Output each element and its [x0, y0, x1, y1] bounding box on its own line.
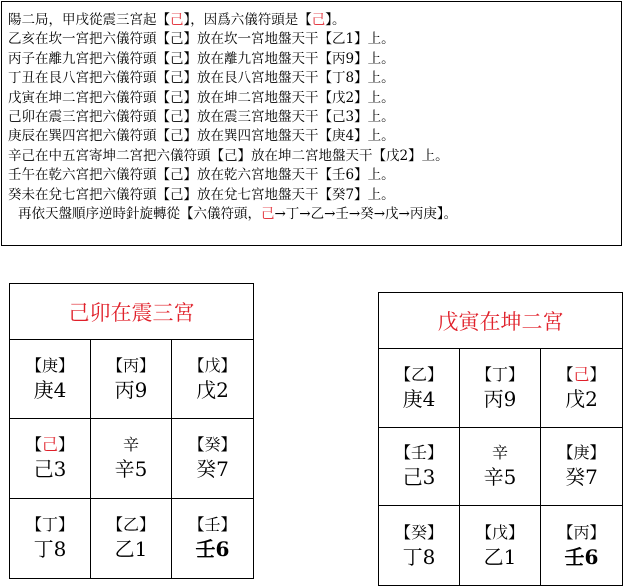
highlight-text: 己 — [311, 12, 326, 28]
palace-cell — [172, 499, 253, 578]
bracket-close: 】 — [427, 522, 444, 542]
bracket-open: 【 — [106, 356, 123, 376]
stem-value: 己 — [41, 435, 58, 455]
highlight-text: 己 — [261, 206, 275, 223]
palace-cell — [379, 349, 460, 428]
nine-palace-chart-zhen — [9, 283, 254, 579]
stem-value: 丁 — [491, 364, 508, 384]
stem-value: 癸 — [410, 522, 427, 542]
palace-cell — [541, 506, 622, 585]
palace-cell — [460, 349, 541, 428]
stem-value: 壬 — [204, 515, 221, 535]
bracket-open: 【 — [394, 364, 411, 384]
heaven-plate-stem — [188, 434, 236, 456]
palace-cell — [10, 419, 91, 498]
text-line: 庚辰在巽四宮把六儀符頭【己】放在巽四宮地盤天干【庚4】上。 — [8, 128, 395, 145]
palace-cell — [460, 506, 541, 585]
heaven-plate-stem — [476, 364, 524, 386]
bracket-open: 【 — [557, 443, 574, 463]
stem-value: 壬 — [410, 443, 427, 463]
bracket-close: 】 — [220, 435, 237, 455]
stem-value: 庚 — [41, 356, 58, 376]
bracket-open: 【 — [394, 443, 411, 463]
bracket-open: 【 — [25, 356, 42, 376]
heaven-plate-stem — [557, 364, 605, 386]
heaven-plate-stem — [26, 434, 74, 456]
earth-plate-stem: 庚4 — [402, 386, 436, 411]
palace-cell — [460, 428, 541, 507]
heaven-plate-stem — [557, 442, 605, 464]
heaven-plate-stem — [395, 364, 443, 386]
earth-plate-stem: 丙9 — [114, 378, 148, 403]
palace-cell — [91, 340, 172, 419]
palace-cell — [379, 506, 460, 585]
text-line: 己卯在震三宮把六儀符頭【己】放在震三宮地盤天干【己3】上。 — [8, 109, 395, 126]
text-line: 癸未在兌七宮把六儀符頭【己】放在兌七宮地盤天干【癸7】上。 — [8, 186, 395, 203]
heaven-plate-stem — [123, 434, 139, 456]
bracket-close: 】 — [139, 356, 156, 376]
stem-value: 戊 — [491, 522, 508, 542]
palace-cell — [91, 419, 172, 498]
earth-plate-stem: 戊2 — [565, 386, 598, 411]
earth-plate-stem: 辛5 — [483, 465, 517, 490]
heaven-plate-stem — [26, 355, 74, 377]
stem-value: 癸 — [204, 435, 221, 455]
stem-value: 己 — [573, 364, 590, 384]
earth-plate-stem: 乙1 — [483, 544, 517, 569]
heaven-plate-stem — [188, 355, 236, 377]
stem-value: 丙 — [122, 356, 139, 376]
text-line: 丙子在離九宮把六儀符頭【己】放在離九宮地盤天干【丙9】上。 — [8, 50, 395, 67]
stem-value: 辛 — [491, 443, 508, 463]
earth-plate-stem: 丙9 — [483, 386, 517, 411]
bracket-open: 【 — [188, 515, 205, 535]
palace-cell — [541, 428, 622, 507]
text-segment: 】，因爲六儀符頭是【 — [183, 12, 312, 28]
chart-title: 己卯在震三宮 — [10, 284, 253, 340]
heaven-plate-stem — [395, 522, 443, 544]
text-line: 戊寅在坤二宮把六儀符頭【己】放在坤二宮地盤天干【戊2】上。 — [8, 89, 395, 106]
earth-plate-stem: 己3 — [33, 457, 67, 482]
bracket-open: 【 — [25, 515, 42, 535]
palace-cell — [91, 499, 172, 578]
text-segment: 】。 — [325, 12, 346, 28]
earth-plate-stem: 壬6 — [195, 537, 230, 562]
heaven-plate-stem — [492, 442, 508, 464]
heaven-plate-stem — [107, 355, 155, 377]
bracket-close: 】 — [220, 356, 237, 376]
palace-cell — [172, 340, 253, 419]
bracket-open: 【 — [557, 364, 574, 384]
earth-plate-stem: 辛5 — [114, 457, 148, 482]
heaven-plate-stem — [557, 522, 605, 544]
text-line: 壬午在乾六宮把六儀符頭【己】放在乾六宮地盤天干【壬6】上。 — [8, 167, 395, 184]
text-segment: 陽二局，甲戌從震三宮起【 — [8, 12, 170, 28]
palace-cell — [10, 499, 91, 578]
bracket-close: 】 — [139, 515, 156, 535]
earth-plate-stem: 壬6 — [564, 544, 599, 569]
bracket-close: 】 — [220, 515, 237, 535]
palace-cell — [541, 349, 622, 428]
stem-value: 丙 — [573, 522, 590, 542]
heaven-plate-stem — [26, 514, 74, 536]
palace-cell — [10, 340, 91, 419]
explanation-text-box — [1, 1, 622, 246]
highlight-text: 己 — [170, 12, 184, 28]
bracket-open: 【 — [557, 522, 574, 542]
text-line: 辛己在中五宮寄坤二宮把六儀符頭【己】放在坤二宮地盤天干【戊2】上。 — [8, 147, 449, 164]
stem-value: 戊 — [204, 356, 221, 376]
earth-plate-stem: 庚4 — [33, 378, 67, 403]
text-segment: 再依天盤順序逆時針旋轉從【六儀符頭， — [18, 206, 261, 223]
bracket-close: 】 — [508, 522, 525, 542]
earth-plate-stem: 癸7 — [565, 465, 598, 490]
bracket-close: 】 — [589, 364, 606, 384]
heaven-plate-stem — [188, 514, 236, 536]
bracket-close: 】 — [427, 364, 444, 384]
stem-value: 乙 — [122, 515, 139, 535]
text-line: 丁丑在艮八宮把六儀符頭【己】放在艮八宮地盤天干【丁8】上。 — [8, 70, 395, 87]
stem-value: 乙 — [410, 364, 427, 384]
bracket-open: 【 — [188, 356, 205, 376]
earth-plate-stem: 乙1 — [114, 537, 148, 562]
palace-cell — [379, 428, 460, 507]
nine-palace-chart-kun — [378, 292, 623, 586]
heaven-plate-stem — [476, 522, 524, 544]
earth-plate-stem: 癸7 — [196, 457, 229, 482]
bracket-close: 】 — [427, 443, 444, 463]
bracket-open: 【 — [394, 522, 411, 542]
final-text-line — [8, 205, 615, 224]
palace-cell — [172, 419, 253, 498]
bracket-close: 】 — [589, 522, 606, 542]
heaven-plate-stem — [395, 442, 443, 464]
stem-value: 丁 — [41, 515, 58, 535]
text-segment: →丁→乙→壬→癸→戊→丙庚】。 — [274, 206, 458, 223]
palace-grid — [10, 340, 253, 578]
text-line: 乙亥在坎一宮把六儀符頭【己】放在坎一宮地盤天干【乙1】上。 — [8, 31, 395, 48]
bracket-open: 【 — [188, 435, 205, 455]
bracket-close: 】 — [589, 443, 606, 463]
bracket-close: 】 — [58, 515, 75, 535]
stem-value: 辛 — [122, 435, 139, 455]
earth-plate-stem: 丁8 — [33, 537, 67, 562]
bracket-close: 】 — [58, 356, 75, 376]
chart-title: 戊寅在坤二宮 — [379, 293, 622, 349]
palace-grid — [379, 349, 622, 585]
earth-plate-stem: 己3 — [402, 465, 436, 490]
text-line — [8, 11, 615, 30]
heaven-plate-stem — [107, 514, 155, 536]
bracket-open: 【 — [25, 435, 42, 455]
bracket-close: 】 — [58, 435, 75, 455]
bracket-open: 【 — [475, 364, 492, 384]
earth-plate-stem: 丁8 — [402, 544, 436, 569]
earth-plate-stem: 戊2 — [196, 378, 229, 403]
bracket-close: 】 — [508, 364, 525, 384]
bracket-open: 【 — [475, 522, 492, 542]
stem-value: 庚 — [573, 443, 590, 463]
bracket-open: 【 — [106, 515, 123, 535]
